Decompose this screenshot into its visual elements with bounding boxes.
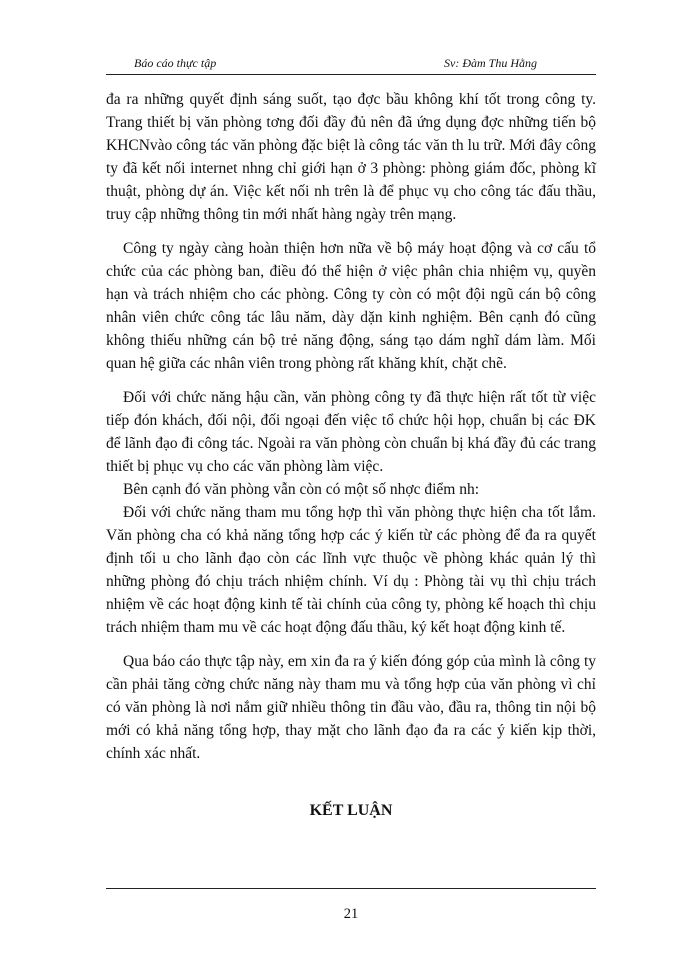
paragraph-1: đa ra những quyết định sáng suốt, tạo đợc bầu không khí tốt trong công ty. Trang thiết bị văn phòng tơng đối đầy đủ nên đã ứng dụng đợc những tiến bộ KHCNvào công tác văn phòng đặc biệt là công tác văn th lu trữ. Mới đây công ty đã kết nối internet nhng chỉ giới hạn ở 3 phòng: phòng giám đốc, phòng kĩ thuật, phòng dự án. Việc kết nối nh trên là để phục vụ cho công tác đấu thầu, truy cập những thông tin mới nhất hàng ngày trên mạng. [106,91,596,223]
paragraph-2: Công ty ngày càng hoàn thiện hơn nữa về bộ máy hoạt động và cơ cấu tổ chức của các phòng ban, điều đó thể hiện ở việc phân chia nhiệm vụ, quyền hạn và trách nhiệm cho các phòng. Công ty còn có một đội ngũ cán bộ công nhân viên chức công tác lâu năm, dày dặn kinh nghiệm. Bên cạnh đó cũng không thiếu những cán bộ trẻ năng động, sáng tạo dám nghĩ dám làm. Mối quan hệ giữa các nhân viên trong phòng rất khăng khít, chặt chẽ. [106,240,596,372]
document-body [106,88,596,765]
section-heading: KẾT LUẬN [309,802,393,819]
paragraph-3: Đối với chức năng hậu cần, văn phòng công ty đã thực hiện rất tốt từ việc tiếp đón khách, đối nội, đối ngoại đến việc tổ chức hội họp, chuẩn bị các ĐK để lãnh đạo đi công tác. Ngoài ra văn phòng còn chuẩn bị khá đầy đủ các trang thiết bị phục vụ cho các văn phòng làm việc. [106,389,596,475]
page-number: 21 [343,906,359,922]
paragraph-4: Bên cạnh đó văn phòng vẫn còn có một số nhợc điểm nh: [123,481,480,498]
paragraph-6: Qua báo cáo thực tập này, em xin đa ra ý kiến đóng góp của mình là công ty cần phải tăng cờng chức năng này tham mu và tổng hợp của văn phòng vì chỉ có văn phòng là nơi nắm giữ nhiều thông tin đầu vào, đầu ra, thông tin nội bộ mới có khả năng tổng hợp, thay mặt cho lãnh đạo đa ra các ý kiến kịp thời, chính xác nhất. [106,653,596,762]
footer-rule [106,888,596,889]
header-report-title: Báo cáo thực tập [134,56,217,70]
header-rule [106,74,596,75]
page-header [106,56,596,72]
paragraph-5: Đối với chức năng tham mu tổng hợp thì văn phòng thực hiện cha tốt lắm. Văn phòng cha có khả năng tổng hợp các ý kiến từ các phòng để đa ra quyết định tối u cho lãnh đạo còn các lĩnh vực thuộc về phòng khác quản lý thì những phòng đó chịu trách nhiệm chính. Ví dụ : Phòng tài vụ thì chịu trách nhiệm về các hoạt động kinh tế tài chính của công ty, phòng kế hoạch thì chịu trách nhiệm tham mu về các hoạt động đấu thầu, ký kết hoạt động kinh tế. [106,504,596,636]
header-student-name: Sv: Đàm Thu Hằng [444,56,537,70]
